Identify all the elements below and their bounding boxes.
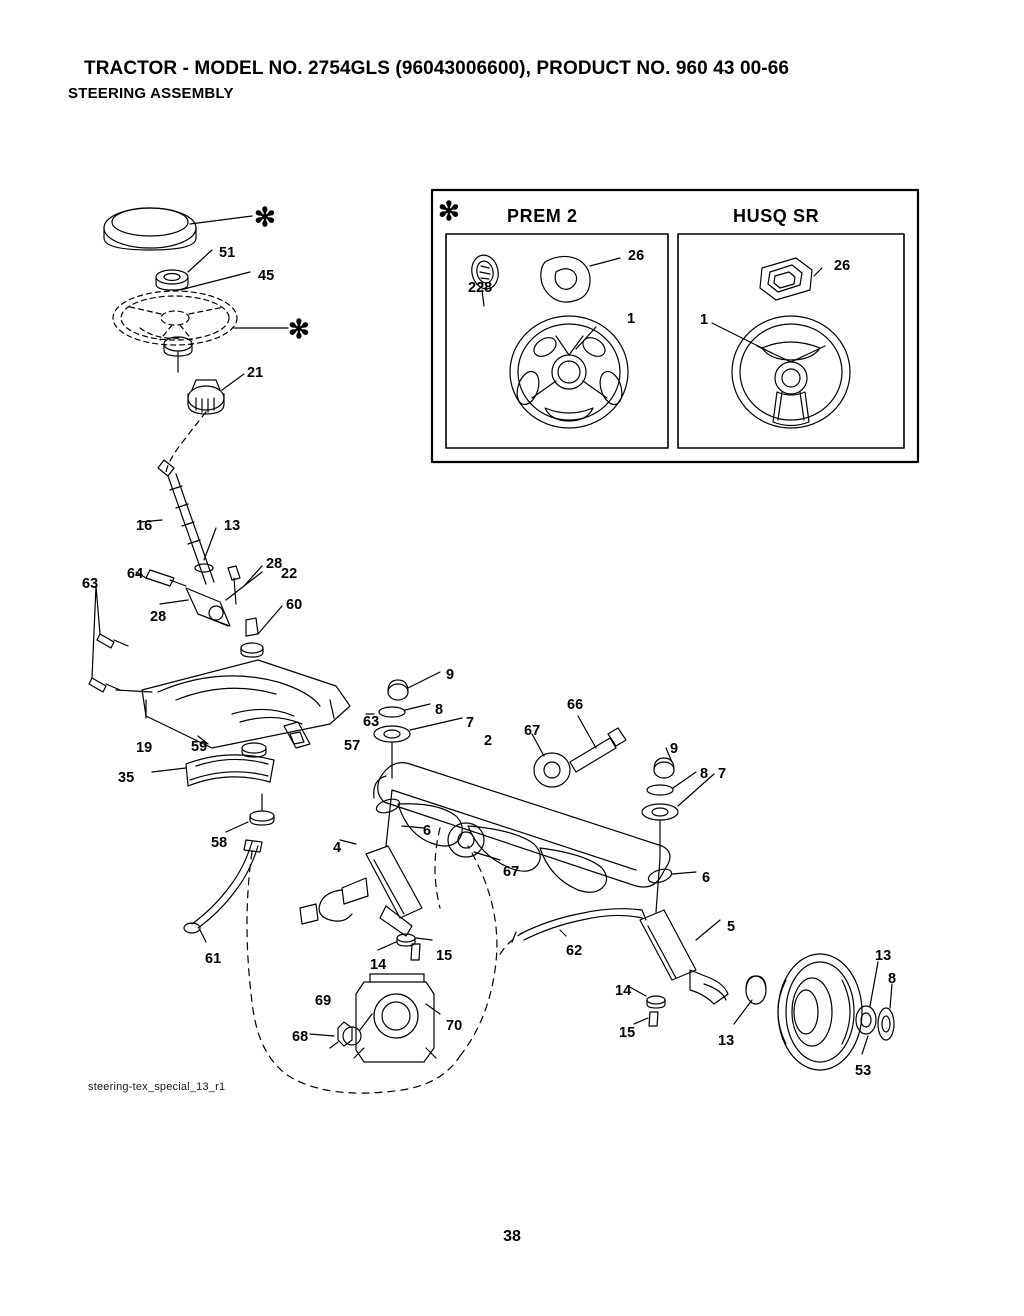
callout-66: 66: [567, 697, 584, 713]
page-title: TRACTOR - MODEL NO. 2754GLS (96043006600), PRODUCT NO. 960 43 00-66: [84, 58, 790, 79]
callout-63: 63: [82, 576, 99, 592]
callout-8: 8: [700, 766, 709, 782]
callout-8: 8: [435, 702, 444, 718]
star-marker-top: ✻: [254, 202, 276, 232]
callout-62: 62: [566, 943, 583, 959]
callout-15: 15: [436, 948, 453, 964]
callout-inset-26-left: 26: [628, 248, 645, 264]
page-subtitle: STEERING ASSEMBLY: [68, 85, 234, 102]
callout-6: 6: [702, 870, 711, 886]
callout-22: 22: [281, 566, 298, 582]
callout-19: 19: [136, 740, 153, 756]
callout-13: 13: [718, 1033, 735, 1049]
callout-21: 21: [247, 365, 264, 381]
callout-14: 14: [370, 957, 387, 973]
callout-35: 35: [118, 770, 135, 786]
callout-57: 57: [344, 738, 361, 754]
callout-9: 9: [446, 667, 455, 683]
callout-67: 67: [524, 723, 541, 739]
callout-6: 6: [423, 823, 432, 839]
callout-2: 2: [484, 733, 493, 749]
callout-14: 14: [615, 983, 632, 999]
callout-inset-1-left: 1: [627, 311, 636, 327]
callout-60: 60: [286, 597, 303, 613]
callout-58: 58: [211, 835, 228, 851]
figure-code: steering-tex_special_13_r1: [88, 1081, 226, 1093]
star-marker-inset: ✻: [438, 196, 460, 226]
callout-59: 59: [191, 739, 208, 755]
callout-inset-228: 228: [468, 280, 493, 296]
page-number: 38: [503, 1228, 521, 1245]
callout-9: 9: [670, 741, 679, 757]
star-marker-wheel: ✻: [288, 314, 310, 344]
callout-51: 51: [219, 245, 236, 261]
callout-13: 13: [875, 948, 892, 964]
inset-title-husqsr: HUSQ SR: [733, 206, 820, 226]
callout-67: 67: [503, 864, 520, 880]
callout-15: 15: [619, 1025, 636, 1041]
callout-inset-26-right: 26: [834, 258, 851, 274]
callout-69: 69: [315, 993, 332, 1009]
callout-63: 63: [363, 714, 380, 730]
callout-61: 61: [205, 951, 222, 967]
callout-53: 53: [855, 1063, 872, 1079]
callout-68: 68: [292, 1029, 309, 1045]
callout-28: 28: [266, 556, 283, 572]
callout-8: 8: [888, 971, 897, 987]
callout-45: 45: [258, 268, 275, 284]
inset-title-prem2: PREM 2: [507, 206, 578, 226]
callout-70: 70: [446, 1018, 463, 1034]
callout-7: 7: [718, 766, 727, 782]
callout-inset-1-right: 1: [700, 312, 709, 328]
callout-5: 5: [727, 919, 736, 935]
callout-64: 64: [127, 566, 144, 582]
callout-4: 4: [333, 840, 342, 856]
callout-13: 13: [224, 518, 241, 534]
callout-7: 7: [466, 715, 475, 731]
callout-16: 16: [136, 518, 153, 534]
callout-28: 28: [150, 609, 167, 625]
